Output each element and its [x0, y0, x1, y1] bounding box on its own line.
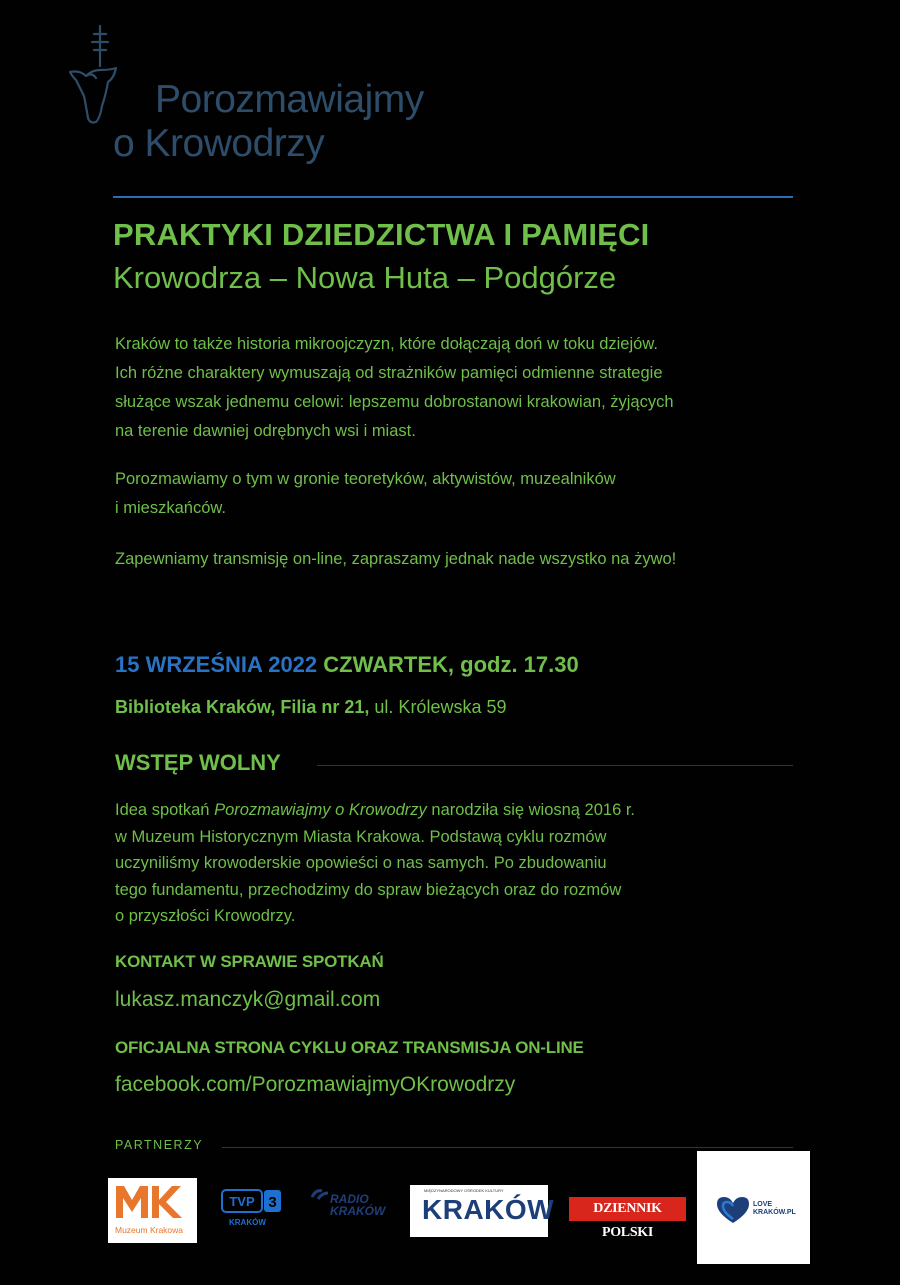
- intro-line: służące wszak jednemu celowi: lepszemu dobrostanowi krakowian, żyjących: [115, 393, 674, 411]
- header-divider: [113, 196, 793, 198]
- intro-line: Ich różne charaktery wymuszają od strażników pamięci odmienne strategie: [115, 364, 663, 382]
- logo-line-2: o Krowodrzy: [113, 122, 325, 165]
- event-time: CZWARTEK, godz. 17.30: [317, 652, 579, 677]
- radio-label: [330, 1193, 385, 1217]
- description-line: w Muzeum Historycznym Miasta Krakowa. Podstawą cyklu rozmów: [115, 827, 607, 846]
- admission-heading: WSTĘP WOLNY: [115, 750, 281, 775]
- mok-krakow-logo: [410, 1185, 555, 1237]
- event-venue: [115, 697, 507, 718]
- intro-line: na terenie dawniej odrębnych wsi i miast.: [115, 422, 416, 440]
- logo-line-1: Porozmawiajmy: [155, 78, 424, 121]
- facebook-link[interactable]: facebook.com/PorozmawiajmyOKrowodrzy: [115, 1073, 516, 1096]
- intro-paragraph-1: [115, 330, 795, 446]
- contact-email-link[interactable]: lukasz.manczyk@gmail.com: [115, 988, 381, 1011]
- event-date-day: 15 WRZEŚNIA 2022: [115, 652, 318, 677]
- series-logo-text: [113, 78, 424, 166]
- description-pre: Idea spotkań: [115, 801, 215, 819]
- partners-label: PARTNERZY: [115, 1138, 204, 1152]
- muzeum-label: Muzeum Krakowa: [115, 1225, 184, 1235]
- description-line: uczyniliśmy krowoderskie opowieści o nas samych. Po zbudowaniu: [115, 854, 607, 872]
- venue-address: ul. Królewska 59: [369, 697, 507, 717]
- description-post: narodziła się wiosną 2016 r.: [426, 801, 636, 819]
- muzeum-krakowa-logo: [108, 1178, 197, 1243]
- tvp3-krakow-logo: [221, 1188, 283, 1232]
- contact-heading: KONTAKT W SPRAWIE SPOTKAŃ: [115, 952, 384, 971]
- event-date: [115, 652, 579, 678]
- intro-line: Porozmawiamy o tym w gronie teoretyków, aktywistów, muzealników: [115, 470, 616, 488]
- radio-line-2: KRAKÓW: [330, 1204, 386, 1218]
- svg-text:TVP: TVP: [229, 1194, 255, 1209]
- description-line: [115, 797, 735, 824]
- description-line: tego fundamentu, przechodzimy do spraw bieżących oraz do rozmów: [115, 880, 622, 899]
- heart-icon: [713, 1195, 753, 1225]
- radio-krakow-logo: [310, 1185, 398, 1225]
- radio-line-1: RADIO: [330, 1192, 369, 1206]
- admission-divider: [317, 765, 793, 766]
- svg-text:3: 3: [268, 1194, 277, 1211]
- love-krakow-text: [753, 1201, 796, 1217]
- page-title: PRAKTYKI DZIEDZICTWA I PAMIĘCI: [113, 217, 650, 252]
- venue-name: Biblioteka Kraków, Filia nr 21,: [115, 697, 370, 717]
- krakow-label: KRAKÓW: [422, 1194, 555, 1225]
- description-line: o przyszłości Krowodrzy.: [115, 907, 296, 925]
- page-subtitle: Krowodrza – Nowa Huta – Podgórze: [113, 260, 617, 295]
- description-series-name: Porozmawiajmy o Krowodrzy: [214, 801, 427, 819]
- intro-line: Kraków to także historia mikroojczyzn, które dołączają doń w toku dziejów.: [115, 335, 658, 353]
- intro-line: i mieszkańców.: [115, 499, 226, 517]
- dziennik-polski-logo: DZIENNIK POLSKI: [569, 1197, 686, 1221]
- intro-paragraph-2: [115, 465, 795, 523]
- official-site-heading: OFICJALNA STRONA CYKLU ORAZ TRANSMISJA ON-LINE: [115, 1038, 584, 1057]
- tvp-region: KRAKÓW: [229, 1218, 266, 1227]
- love-line-2: KRAKÓW.PL: [753, 1209, 796, 1216]
- love-krakow-logo: [697, 1151, 810, 1264]
- love-line-1: LOVE: [753, 1201, 773, 1208]
- series-description: [115, 797, 735, 930]
- intro-paragraph-3: Zapewniamy transmisję on-line, zapraszamy jednak nade wszystko na żywo!: [115, 550, 677, 568]
- krakow-small-label: MIĘDZYNARODOWY OŚRODEK KULTURY: [424, 1188, 504, 1193]
- partners-divider: [222, 1147, 793, 1148]
